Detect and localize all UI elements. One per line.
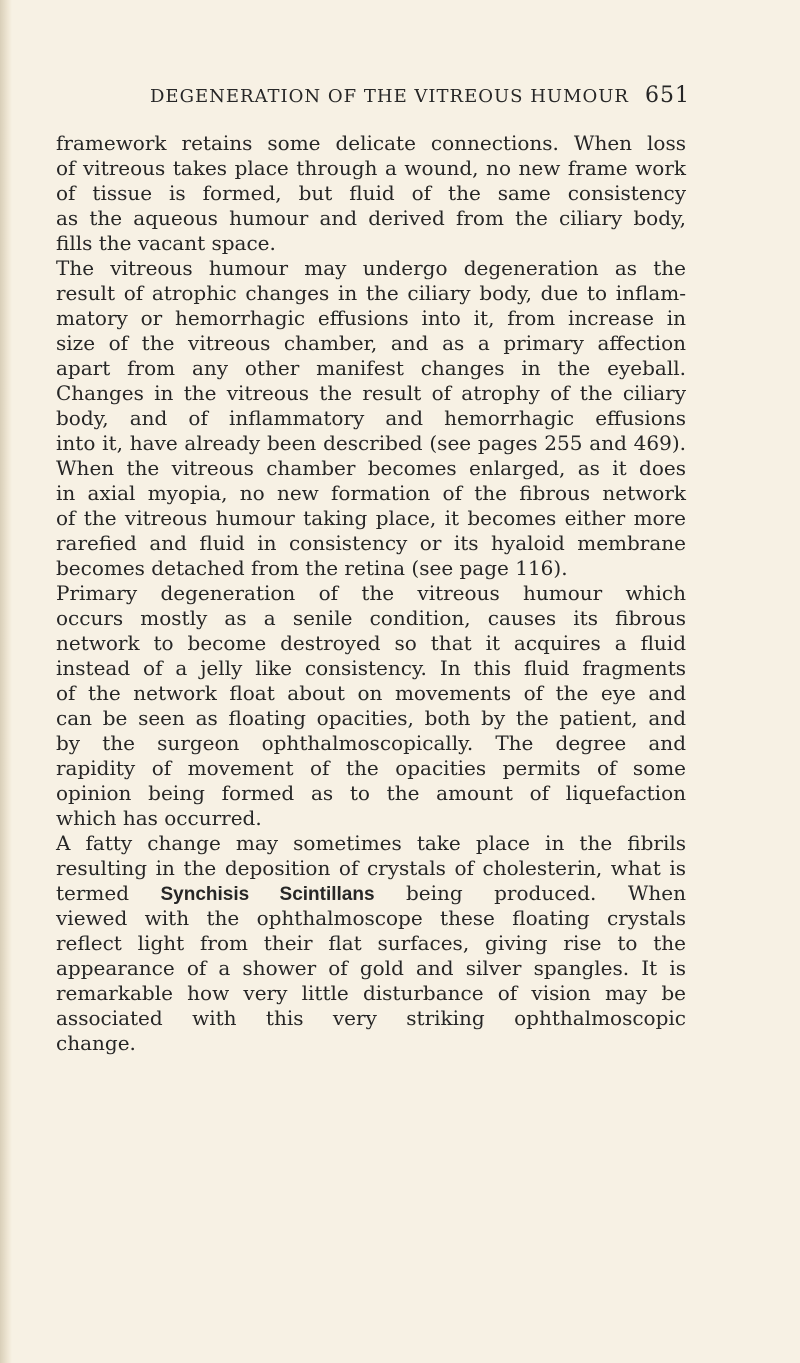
text-line: body, and of inflammatory and hemorrhagic effusions (56, 406, 686, 430)
running-head-title: DEGENERATION OF THE VITREOUS HUMOUR (150, 86, 629, 107)
body-text (56, 131, 686, 1056)
text-line: result of atrophic changes in the ciliary body, due to inflam- (56, 281, 686, 305)
running-head (150, 83, 790, 120)
text-line: apart from any other manifest changes in the eyeball. (56, 356, 686, 380)
page-number: 651 (645, 83, 690, 108)
paragraph-start-line: Primary degeneration of the vitreous humour which (56, 581, 686, 605)
paragraph-start-line: A fatty change may sometimes take place in the fibrils (56, 831, 686, 855)
text-line: can be seen as floating opacities, both by the patient, and (56, 706, 686, 730)
text-line: change. (56, 1031, 136, 1055)
text-line: fills the vacant space. (56, 231, 276, 255)
term-synchisis-scintillans: Synchisis Scintillans (160, 884, 375, 905)
text-line: appearance of a shower of gold and silver spangles. It is (56, 956, 686, 980)
text-line: remarkable how very little disturbance of vision may be (56, 981, 686, 1005)
paragraph-start-line: The vitreous humour may undergo degeneration as the (56, 256, 686, 280)
text-line: rapidity of movement of the opacities permits of some (56, 756, 686, 780)
paragraph-start-line: Changes in the vitreous the result of atrophy of the ciliary (56, 381, 686, 405)
text-line: of the network float about on movements of the eye and (56, 681, 686, 705)
text-line: becomes detached from the retina (see page 116). (56, 556, 568, 580)
text-line: resulting in the deposition of crystals of cholesterin, what is (56, 856, 686, 880)
text-line: instead of a jelly like consistency. In this fluid fragments (56, 656, 686, 680)
paragraph-start-line: When the vitreous chamber becomes enlarged, as it does (56, 456, 686, 480)
text-line: occurs mostly as a senile condition, causes its fibrous (56, 606, 686, 630)
text-line: into it, have already been described (see pages 255 and 469). (56, 431, 686, 455)
text-line: size of the vitreous chamber, and as a primary affection (56, 331, 686, 355)
text-line: as the aqueous humour and derived from the ciliary body, (56, 206, 686, 230)
text-line: matory or hemorrhagic effusions into it, from increase in (56, 306, 686, 330)
text-line: by the surgeon ophthalmoscopically. The degree and (56, 731, 686, 755)
text-line: which has occurred. (56, 806, 262, 830)
text-line: rarefied and fluid in consistency or its hyaloid membrane (56, 531, 686, 555)
text-line-with-term (56, 881, 686, 906)
text-line: viewed with the ophthalmoscope these floating crystals (56, 906, 686, 930)
text-line: of tissue is formed, but fluid of the same consistency (56, 181, 686, 205)
text-fragment: being produced. When (374, 881, 686, 905)
text-line: framework retains some delicate connections. When loss (56, 131, 686, 155)
text-line: in axial myopia, no new formation of the fibrous network (56, 481, 686, 505)
text-line: network to become destroyed so that it acquires a fluid (56, 631, 686, 655)
text-line: opinion being formed as to the amount of liquefaction (56, 781, 686, 805)
text-fragment: termed (56, 881, 161, 905)
text-line: reflect light from their flat surfaces, giving rise to the (56, 931, 686, 955)
text-line: of the vitreous humour taking place, it becomes either more (56, 506, 686, 530)
text-line: of vitreous takes place through a wound, no new frame work (56, 156, 686, 180)
text-line: associated with this very striking ophthalmoscopic (56, 1006, 686, 1030)
